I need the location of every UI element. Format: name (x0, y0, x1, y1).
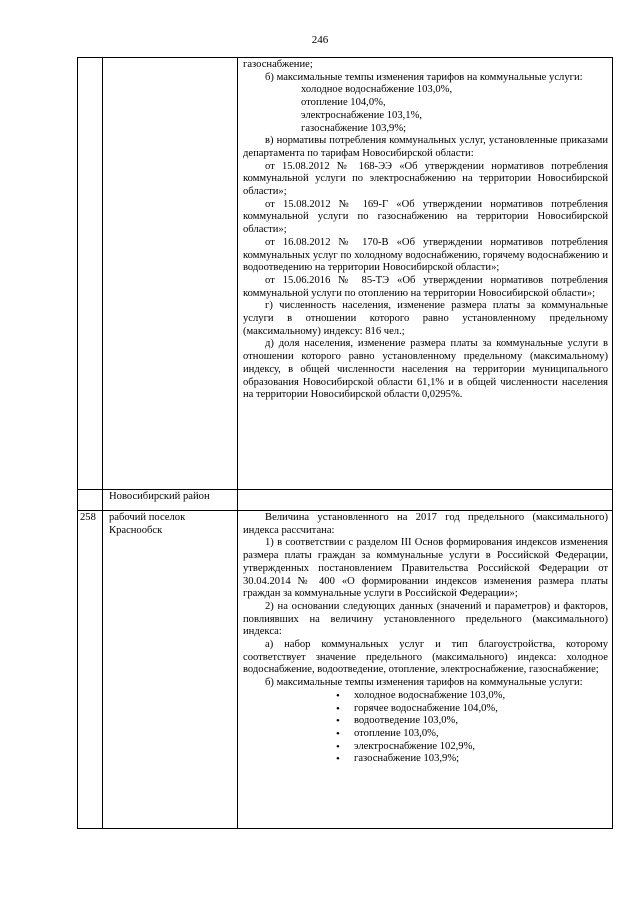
paragraph: 1) в соответствии с разделом III Основ формирования индексов изменения размера платы граждан за коммунальные услуги в Российской Федерации, утвержденных постановлением Правительства Российской Федерации от 30.04.2014 № 400 «О формировании индексов изменения размера платы граждан за коммунальные услуги в Российской Федерации»; (243, 537, 608, 600)
municipality-name: рабочий поселок Краснообск (109, 512, 186, 536)
list-item: • отопление 103,0%, (243, 728, 608, 741)
justification-cell (238, 511, 613, 829)
paragraph: в) нормативы потребления коммунальных услуг, установленные приказами департамента по тарифам Новосибирской области: (243, 135, 608, 159)
justification-text (238, 511, 612, 766)
paragraph: д) доля населения, изменение размера платы за коммунальные услуги в отношении которого равно установленному предельному (максимальному) индексу, в общей численности населения на территории муниципального образования Новосибирской области 61,1% и в общей численности населения на территории Новосибирской области 0,0295%. (243, 338, 608, 401)
paragraph: б) максимальные темпы изменения тарифов на коммунальные услуги: (265, 677, 583, 689)
row-number-cell (78, 511, 103, 829)
list-item: газоснабжение 103,9%; (301, 122, 407, 134)
paragraph: от 15.08.2012 № 169-Г «Об утверждении нормативов потребления коммунальной услуги по газоснабжению на территории Новосибирской области»; (243, 198, 608, 236)
paragraph: а) набор коммунальных услуг и тип благоустройства, которому соответствует значение предельного (максимального) индекса: холодное водоснабжение, водоотведение, отопление, электроснабжение, газоснабжение; (243, 639, 608, 676)
paragraph: Величина установленного на 2017 год предельного (максимального) индекса рассчитана: (243, 512, 608, 536)
justification-text (238, 58, 612, 402)
district-name: Новосибирский район (109, 491, 210, 502)
list-item: электроснабжение 103,1%, (301, 109, 423, 121)
paragraph: 2) на основании следующих данных (значений и параметров) и факторов, повлиявших на величину установленного предельного (максимального) индекса: (243, 600, 608, 638)
table-row (78, 58, 613, 490)
list-item: холодное водоснабжение 103,0%, (301, 84, 453, 96)
list-item: • газоснабжение 103,9%; (243, 753, 608, 766)
list-item: • холодное водоснабжение 103,0%, (243, 690, 608, 703)
paragraph: от 15.08.2012 № 168-ЭЭ «Об утверждении нормативов потребления коммунальной услуги по электроснабжению на территории Новосибирской области»; (243, 160, 608, 198)
district-cell (103, 490, 238, 511)
list-item: • электроснабжение 102,9%, (243, 741, 608, 754)
list-item: • водоотведение 103,0%, (243, 715, 608, 728)
row-number-cell (78, 58, 103, 490)
page-number: 246 (311, 34, 329, 46)
row-number-cell (78, 490, 103, 511)
municipality-cell (103, 58, 238, 490)
paragraph: от 16.08.2012 № 170-В «Об утверждении нормативов потребления коммунальных услуг по холодному водоснабжению, горячему водоснабжению и водоотведению на территории Новосибирской области»; (243, 236, 608, 274)
list-item: • горячее водоснабжение 104,0%, (243, 703, 608, 716)
table-row (78, 511, 613, 829)
paragraph: г) численность населения, изменение размера платы за коммунальные услуги в отношении которого равно установленному предельному (максимальному) индексу: 816 чел.; (243, 300, 608, 337)
row-number: 258 (80, 512, 96, 523)
bullet-list (243, 690, 608, 766)
paragraph: б) максимальные темпы изменения тарифов на коммунальные услуги: (265, 71, 583, 83)
tariff-table (77, 57, 613, 829)
justification-cell (238, 58, 613, 490)
table-row (78, 490, 613, 511)
justification-cell (238, 490, 613, 511)
list-item: отопление 104,0%, (301, 97, 386, 109)
paragraph: от 15.06.2016 № 85-ТЭ «Об утверждении нормативов потребления коммунальной услуги по отоплению на территории Новосибирской области»; (243, 274, 608, 299)
municipality-cell (103, 511, 238, 829)
indented-list (243, 84, 608, 135)
paragraph: газоснабжение; (243, 59, 313, 70)
